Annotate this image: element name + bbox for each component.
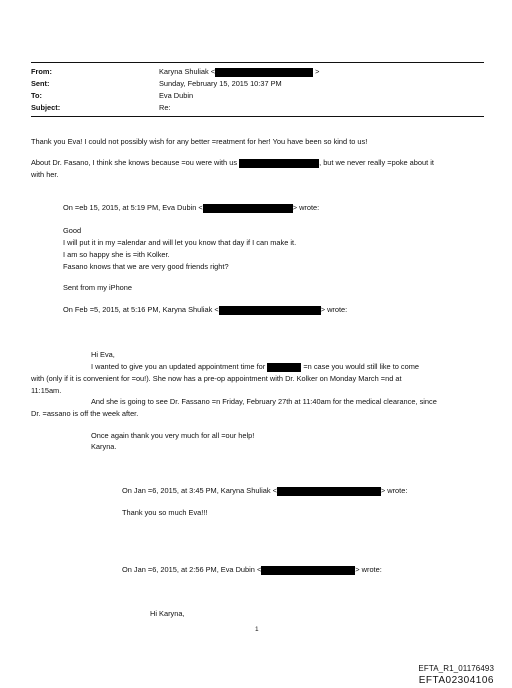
quote-header-3-start: On Jan =6, 2015, at 3:45 PM, Karyna Shuliak < <box>122 486 277 495</box>
redaction-block <box>203 204 293 213</box>
redaction-block <box>219 306 321 315</box>
quote-2-line-1 <box>91 362 419 372</box>
to-label: To: <box>31 91 42 100</box>
quote-header-4-start: On Jan =6, 2015, at 2:56 PM, Eva Dubin < <box>122 565 262 574</box>
quote-header-2-end: > wrote: <box>320 305 348 314</box>
body-paragraph-1: Thank you Eva! I could not possibly wish for any better =reatment for her! You have been so kind to us! <box>31 137 368 146</box>
quote-header-1-start: On =eb 15, 2015, at 5:19 PM, Eva Dubin < <box>63 203 203 212</box>
quote-header-1 <box>63 203 319 213</box>
redaction-block <box>239 159 319 168</box>
quote-2-line-1-start: I wanted to give you an updated appointment time for <box>91 362 266 371</box>
from-value <box>159 67 319 77</box>
quote-1-line-2: I will put it in my =alendar and will let you know that day if I can make it. <box>63 238 297 247</box>
from-name: Karyna Shuliak < <box>159 67 216 76</box>
quote-header-2-start: On Feb =5, 2015, at 5:16 PM, Karyna Shuliak < <box>63 305 219 314</box>
quote-4-line-1: Hi Karyna, <box>150 609 185 618</box>
body-paragraph-2-cont: with her. <box>31 170 59 179</box>
quote-3-line-1: Thank you so much Eva!!! <box>122 508 208 517</box>
quote-2-greeting: Hi Eva, <box>91 350 115 359</box>
from-tail: > <box>315 67 320 76</box>
redaction-block <box>277 487 381 496</box>
from-label: From: <box>31 67 52 76</box>
redaction-block <box>215 68 313 77</box>
quote-2-line-3: 11:15am. <box>31 386 62 395</box>
quote-2-line-6: Once again thank you very much for all =our help! <box>91 431 255 440</box>
quote-header-3 <box>122 486 407 496</box>
quote-1-line-1: Good <box>63 226 82 235</box>
sent-label: Sent: <box>31 79 50 88</box>
page-number: 1 <box>255 626 259 633</box>
body-p2-start: About Dr. Fasano, I think she knows because =ou were with us <box>31 158 238 167</box>
quote-header-3-end: > wrote: <box>380 486 408 495</box>
quote-2-line-5: Dr. =assano is off the week after. <box>31 409 139 418</box>
bates-reference-1: EFTA_R1_01176493 <box>418 664 494 673</box>
quote-1-line-4: Fasano knows that we are very good friends right? <box>63 262 229 271</box>
redaction-block <box>267 363 301 372</box>
quote-2-signature: Karyna. <box>91 442 117 451</box>
body-paragraph-2 <box>31 158 434 168</box>
body-p2-end: , but we never really =poke about it <box>319 158 434 167</box>
to-value: Eva Dubin <box>159 91 194 100</box>
header-top-rule <box>31 62 484 63</box>
quote-1-line-3: I am so happy she is =ith Kolker. <box>63 250 170 259</box>
bates-reference-2: EFTA02304106 <box>418 675 494 686</box>
redaction-block <box>261 566 355 575</box>
quote-2-line-2: with (only if it is convenient for =ou!). She now has a pre-op appointment with Dr. Kolker on Monday March =nd at <box>31 374 402 383</box>
quote-header-1-end: > wrote: <box>292 203 320 212</box>
subject-value: Re: <box>159 103 171 112</box>
quote-1-signature: Sent from my iPhone <box>63 283 133 292</box>
quote-header-2 <box>63 305 347 315</box>
header-bottom-rule <box>31 116 484 117</box>
subject-label: Subject: <box>31 103 61 112</box>
quote-header-4-end: > wrote: <box>355 565 382 574</box>
quote-2-line-1-end: =n case you would still like to come <box>303 362 419 371</box>
quote-header-4 <box>122 565 382 575</box>
quote-2-line-4: And she is going to see Dr. Fassano =n Friday, February 27th at 11:40am for the medical clearance, since <box>91 397 437 406</box>
sent-value: Sunday, February 15, 2015 10:37 PM <box>159 79 282 88</box>
